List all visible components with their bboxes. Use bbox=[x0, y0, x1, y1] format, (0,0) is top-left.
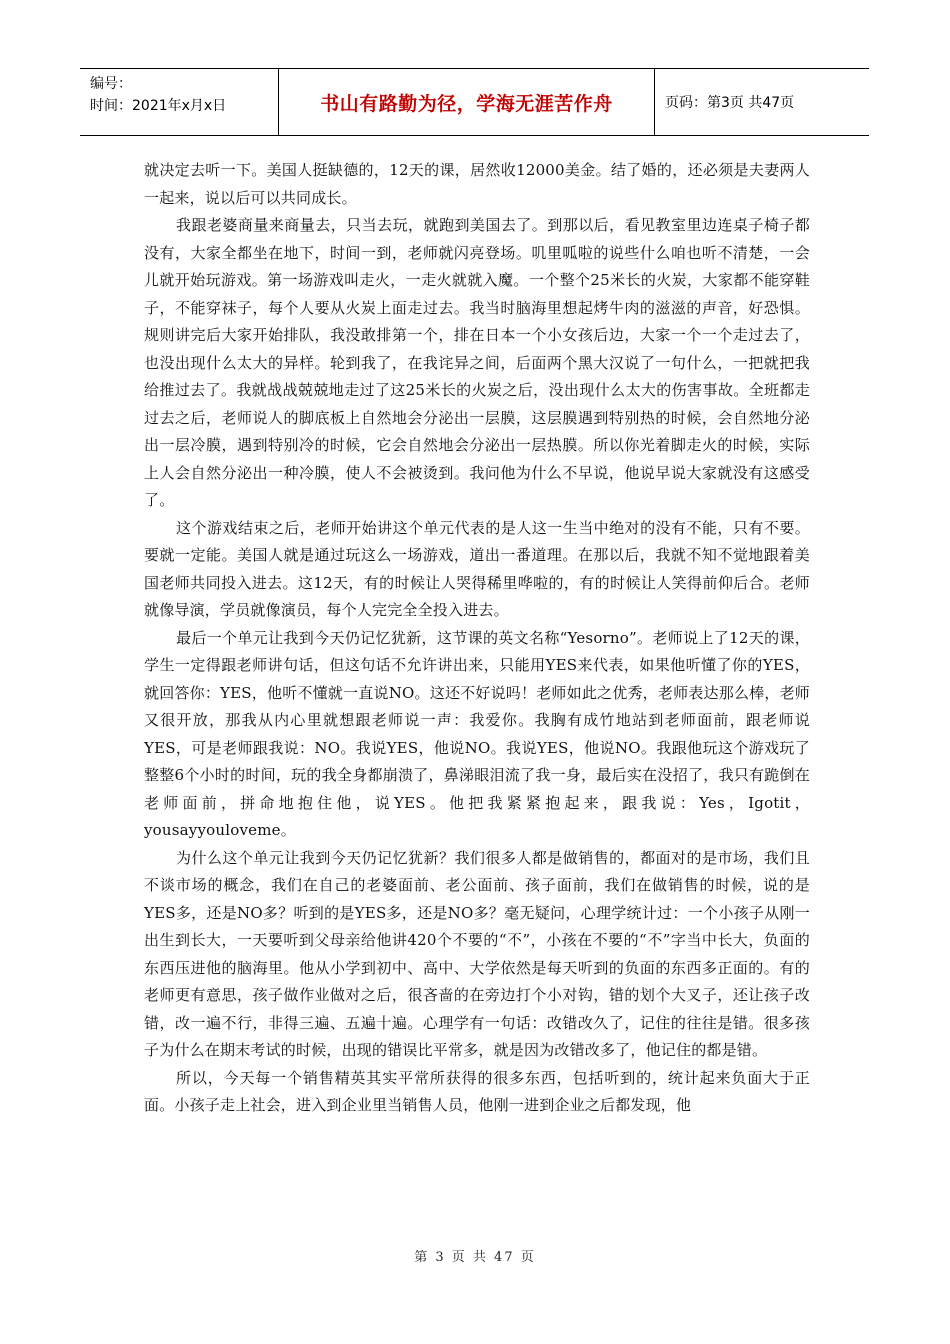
page-label: 页码：第3页 共47页 bbox=[665, 95, 795, 111]
page-header bbox=[80, 68, 869, 136]
motto-text: 书山有路勤为径，学海无涯苦作舟 bbox=[320, 92, 613, 115]
date-label: 时间：2021年x月x日 bbox=[90, 98, 227, 114]
paragraph-6: 所以，今天每一个销售精英其实平常所获得的很多东西，包括听到的，统计起来负面大于正面。小孩子走上社会，进入到企业里当销售人员，他刚一进到企业之后都发现，他 bbox=[144, 1068, 810, 1114]
page-footer bbox=[0, 1246, 950, 1265]
paragraph-5: 为什么这个单元让我到今天仍记忆犹新？我们很多人都是做销售的，都面对的是市场，我们且不谈市场的概念，我们在自己的老婆面前、老公面前、孩子面前，我们在做销售的时候，说的是YES多，还是NO多？听到的是YES多，还是NO多？毫无疑问，心理学统计过：一个小孩子从刚一出生到长大，一天要听到父母亲给他讲420个不要的“不”，小孩在不要的“不”字当中长大，负面的东西压进他的脑海里。他从小学到初中、高中、大学依然是每天听到的负面的东西多正面的。有的老师更有意思，孩子做作业做对之后，很吝啬的在旁边打个小对钩，错的划个大叉子，还让孩子改错，改一遍不行，非得三遍、五遍十遍。心理学有一句话：改错改久了，记住的往往是错。很多孩子为什么在期末考试的时候，出现的错误比平常多，就是因为改错改多了，他记住的都是错。 bbox=[144, 848, 810, 1059]
paragraph-4: 最后一个单元让我到今天仍记忆犹新，这节课的英文名称“Yesorno”。老师说上了12天的课，学生一定得跟老师讲句话，但这句话不允许讲出来，只能用YES来代表，如果他听懂了你的YES，就回答你：YES，他听不懂就一直说NO。这还不好说吗！老师如此之优秀，老师表达那么棒，老师又很开放，那我从内心里就想跟老师说一声：我爱你。我胸有成竹地站到老师面前，跟老师说YES，可是老师跟我说：NO。我说YES，他说NO。我说YES，他说NO。我跟他玩这个游戏玩了整整6个小时的时间，玩的我全身都崩溃了，鼻涕眼泪流了我一身，最后实在没招了，我只有跪倒在老师面前，拼命地抱住他，说YES。他把我紧紧抱起来，跟我说：Yes，Igotit，yousayyouloveme。 bbox=[144, 628, 810, 839]
document-body bbox=[144, 157, 810, 1120]
header-info-cell bbox=[80, 69, 279, 135]
number-label: 编号： bbox=[90, 76, 132, 92]
motto-cell bbox=[279, 69, 655, 135]
footer-page-number: 第 3 页 共 47 页 bbox=[414, 1250, 536, 1265]
page-number-cell bbox=[655, 69, 869, 135]
paragraph-2: 我跟老婆商量来商量去，只当去玩，就跑到美国去了。到那以后，看见教室里边连桌子椅子都没有，大家全都坐在地下，时间一到，老师就闪亮登场。叽里呱啦的说些什么咱也听不清楚，一会儿就开始玩游戏。第一场游戏叫走火，一走火就就入魔。一个整个25米长的火炭，大家都不能穿鞋子，不能穿袜子，每个人要从火炭上面走过去。我当时脑海里想起烤牛肉的滋滋的声音，好恐惧。规则讲完后大家开始排队，我没敢排第一个，排在日本一个小女孩后边，大家一个一个走过去了，也没出现什么太大的异样。轮到我了，在我诧异之间，后面两个黑大汉说了一句什么，一把就把我给推过去了。我就战战兢兢地走过了这25米长的火炭之后，没出现什么太大的伤害事故。全班都走过去之后，老师说人的脚底板上自然地会分泌出一层膜，这层膜遇到特别热的时候，会自然地分泌出一层冷膜，遇到特别冷的时候，它会自然地会分泌出一层热膜。所以你光着脚走火的时候，实际上人会自然分泌出一种冷膜，使人不会被烫到。我问他为什么不早说，他说早说大家就没有这感受了。 bbox=[144, 216, 810, 509]
paragraph-1: 就决定去听一下。美国人挺缺德的，12天的课，居然收12000美金。结了婚的，还必须是夫妻两人一起来，说以后可以共同成长。 bbox=[144, 161, 810, 207]
paragraph-3: 这个游戏结束之后，老师开始讲这个单元代表的是人这一生当中绝对的没有不能，只有不要。要就一定能。美国人就是通过玩这么一场游戏，道出一番道理。在那以后，我就不知不觉地跟着美国老师共同投入进去。这12天，有的时候让人哭得稀里哗啦的，有的时候让人笑得前仰后合。老师就像导演，学员就像演员，每个人完完全全投入进去。 bbox=[144, 518, 810, 619]
